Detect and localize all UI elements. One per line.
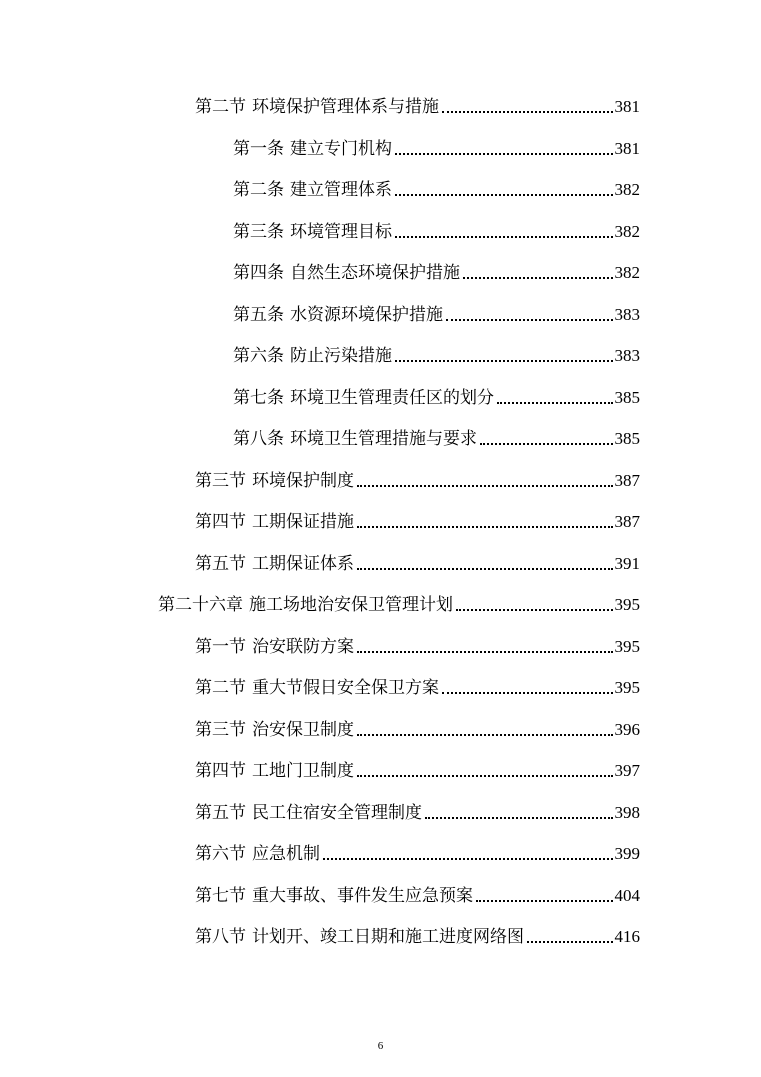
toc-entry-number: 第四节 <box>195 512 246 532</box>
toc-entry-page: 404 <box>614 885 640 905</box>
toc-entry[interactable] <box>233 298 640 326</box>
dot-leader <box>323 858 613 860</box>
toc-entry[interactable] <box>195 796 640 824</box>
dot-leader <box>357 485 613 487</box>
toc-entry-page: 395 <box>614 678 640 697</box>
toc-entry-page: 382 <box>614 263 640 282</box>
dot-leader <box>497 402 613 404</box>
toc-entry-page: 416 <box>614 927 640 946</box>
dot-leader <box>456 609 613 611</box>
dot-leader <box>476 900 613 902</box>
toc-entry[interactable] <box>195 837 640 865</box>
toc-entry[interactable] <box>233 339 640 367</box>
toc-entry-title: 治安保卫制度 <box>252 719 354 740</box>
toc-entry-number: 第三节 <box>195 719 246 740</box>
toc-entry-page: 395 <box>614 636 640 656</box>
toc-entry-title: 计划开、竣工日期和施工进度网络图 <box>252 927 524 947</box>
toc-entry-page: 383 <box>614 304 640 324</box>
toc-entry[interactable] <box>233 256 640 284</box>
toc-entry-title: 环境管理目标 <box>290 221 392 242</box>
toc-entry-number: 第一节 <box>195 636 246 657</box>
toc-entry-title: 环境保护制度 <box>252 470 354 491</box>
dot-leader <box>395 153 613 155</box>
toc-entry-number: 第三条 <box>233 221 284 242</box>
toc-entry-title: 建立管理体系 <box>290 180 392 200</box>
toc-entry-number: 第七节 <box>195 885 246 906</box>
toc-entry-title: 重大节假日安全保卫方案 <box>252 678 439 698</box>
toc-entry-title: 防止污染措施 <box>290 346 392 366</box>
toc-entry-page: 397 <box>614 761 640 780</box>
page-number: 6 <box>377 1040 384 1052</box>
toc-entry-number: 第二条 <box>233 180 284 200</box>
toc-entry-number: 第四节 <box>195 761 246 781</box>
toc-entry-title: 应急机制 <box>252 844 320 864</box>
toc-entry-title: 建立专门机构 <box>290 138 392 159</box>
toc-entry-number: 第三节 <box>195 470 246 491</box>
dot-leader <box>480 443 613 445</box>
dot-leader <box>395 236 613 238</box>
toc-entry[interactable] <box>195 671 640 699</box>
toc-entry-number: 第五节 <box>195 802 246 823</box>
toc-entry-number: 第八条 <box>233 429 284 449</box>
toc-entry-page: 395 <box>614 595 640 614</box>
toc-entry-page: 381 <box>614 97 640 116</box>
toc-entry-number: 第八节 <box>195 927 246 947</box>
toc-entry[interactable] <box>233 132 640 160</box>
toc-entry-number: 第一条 <box>233 138 284 159</box>
toc-entry-title: 施工场地治安保卫管理计划 <box>249 595 453 615</box>
dot-leader <box>527 941 613 943</box>
toc-entry[interactable] <box>195 754 640 782</box>
toc-entry-title: 环境卫生管理措施与要求 <box>290 429 477 449</box>
toc-entry-page: 387 <box>614 470 640 490</box>
dot-leader <box>425 817 613 819</box>
toc-entry[interactable] <box>195 90 640 118</box>
dot-leader <box>463 277 613 279</box>
toc-entry[interactable] <box>195 879 640 907</box>
toc-entry-title: 民工住宿安全管理制度 <box>252 802 422 823</box>
toc-entry[interactable] <box>233 422 640 450</box>
dot-leader <box>357 526 613 528</box>
dot-leader <box>357 775 613 777</box>
toc-entry-title: 工期保证体系 <box>252 553 354 574</box>
toc-entry-page: 387 <box>614 512 640 531</box>
dot-leader <box>395 194 613 196</box>
toc-entry-title: 环境保护管理体系与措施 <box>252 97 439 117</box>
toc-entry-page: 381 <box>614 138 640 158</box>
dot-leader <box>395 360 613 362</box>
toc-entry-number: 第四条 <box>233 263 284 283</box>
toc-entry[interactable] <box>195 630 640 658</box>
toc-entry-number: 第六节 <box>195 844 246 864</box>
toc-entry-page: 399 <box>614 844 640 863</box>
dot-leader <box>442 692 613 694</box>
toc-entry-page: 398 <box>614 802 640 822</box>
dot-leader <box>357 734 613 736</box>
toc-entry-page: 385 <box>614 387 640 407</box>
toc-chapter-entry[interactable] <box>158 588 640 616</box>
toc-entry-page: 385 <box>614 429 640 448</box>
toc-entry-title: 治安联防方案 <box>252 636 354 657</box>
toc-entry-page: 383 <box>614 346 640 365</box>
toc-entry-title: 水资源环境保护措施 <box>290 304 443 325</box>
toc-entry-number: 第五条 <box>233 304 284 325</box>
toc-entry[interactable] <box>195 547 640 575</box>
toc-entry[interactable] <box>233 215 640 243</box>
dot-leader <box>446 319 613 321</box>
toc-entry[interactable] <box>195 920 640 948</box>
toc-entry-title: 工期保证措施 <box>252 512 354 532</box>
toc-entry-number: 第五节 <box>195 553 246 574</box>
toc-entry-page: 391 <box>614 553 640 573</box>
dot-leader <box>357 651 613 653</box>
toc-entry-number: 第二节 <box>195 678 246 698</box>
toc-entry-page: 396 <box>614 719 640 739</box>
toc-entry-title: 重大事故、事件发生应急预案 <box>252 885 473 906</box>
dot-leader <box>442 111 613 113</box>
toc-entry-number: 第二十六章 <box>158 595 243 615</box>
toc-entry[interactable] <box>233 173 640 201</box>
toc-entry-number: 第七条 <box>233 387 284 408</box>
toc-entry-page: 382 <box>614 180 640 199</box>
dot-leader <box>357 568 613 570</box>
toc-entry[interactable] <box>195 713 640 741</box>
toc-entry-page: 382 <box>614 221 640 241</box>
toc-entry-number: 第二节 <box>195 97 246 117</box>
toc-entry-title: 工地门卫制度 <box>252 761 354 781</box>
toc-entry[interactable] <box>233 381 640 409</box>
toc-entry[interactable] <box>195 505 640 533</box>
toc-entry-title: 自然生态环境保护措施 <box>290 263 460 283</box>
toc-entry-title: 环境卫生管理责任区的划分 <box>290 387 494 408</box>
toc-entry-number: 第六条 <box>233 346 284 366</box>
toc-entry[interactable] <box>195 464 640 492</box>
